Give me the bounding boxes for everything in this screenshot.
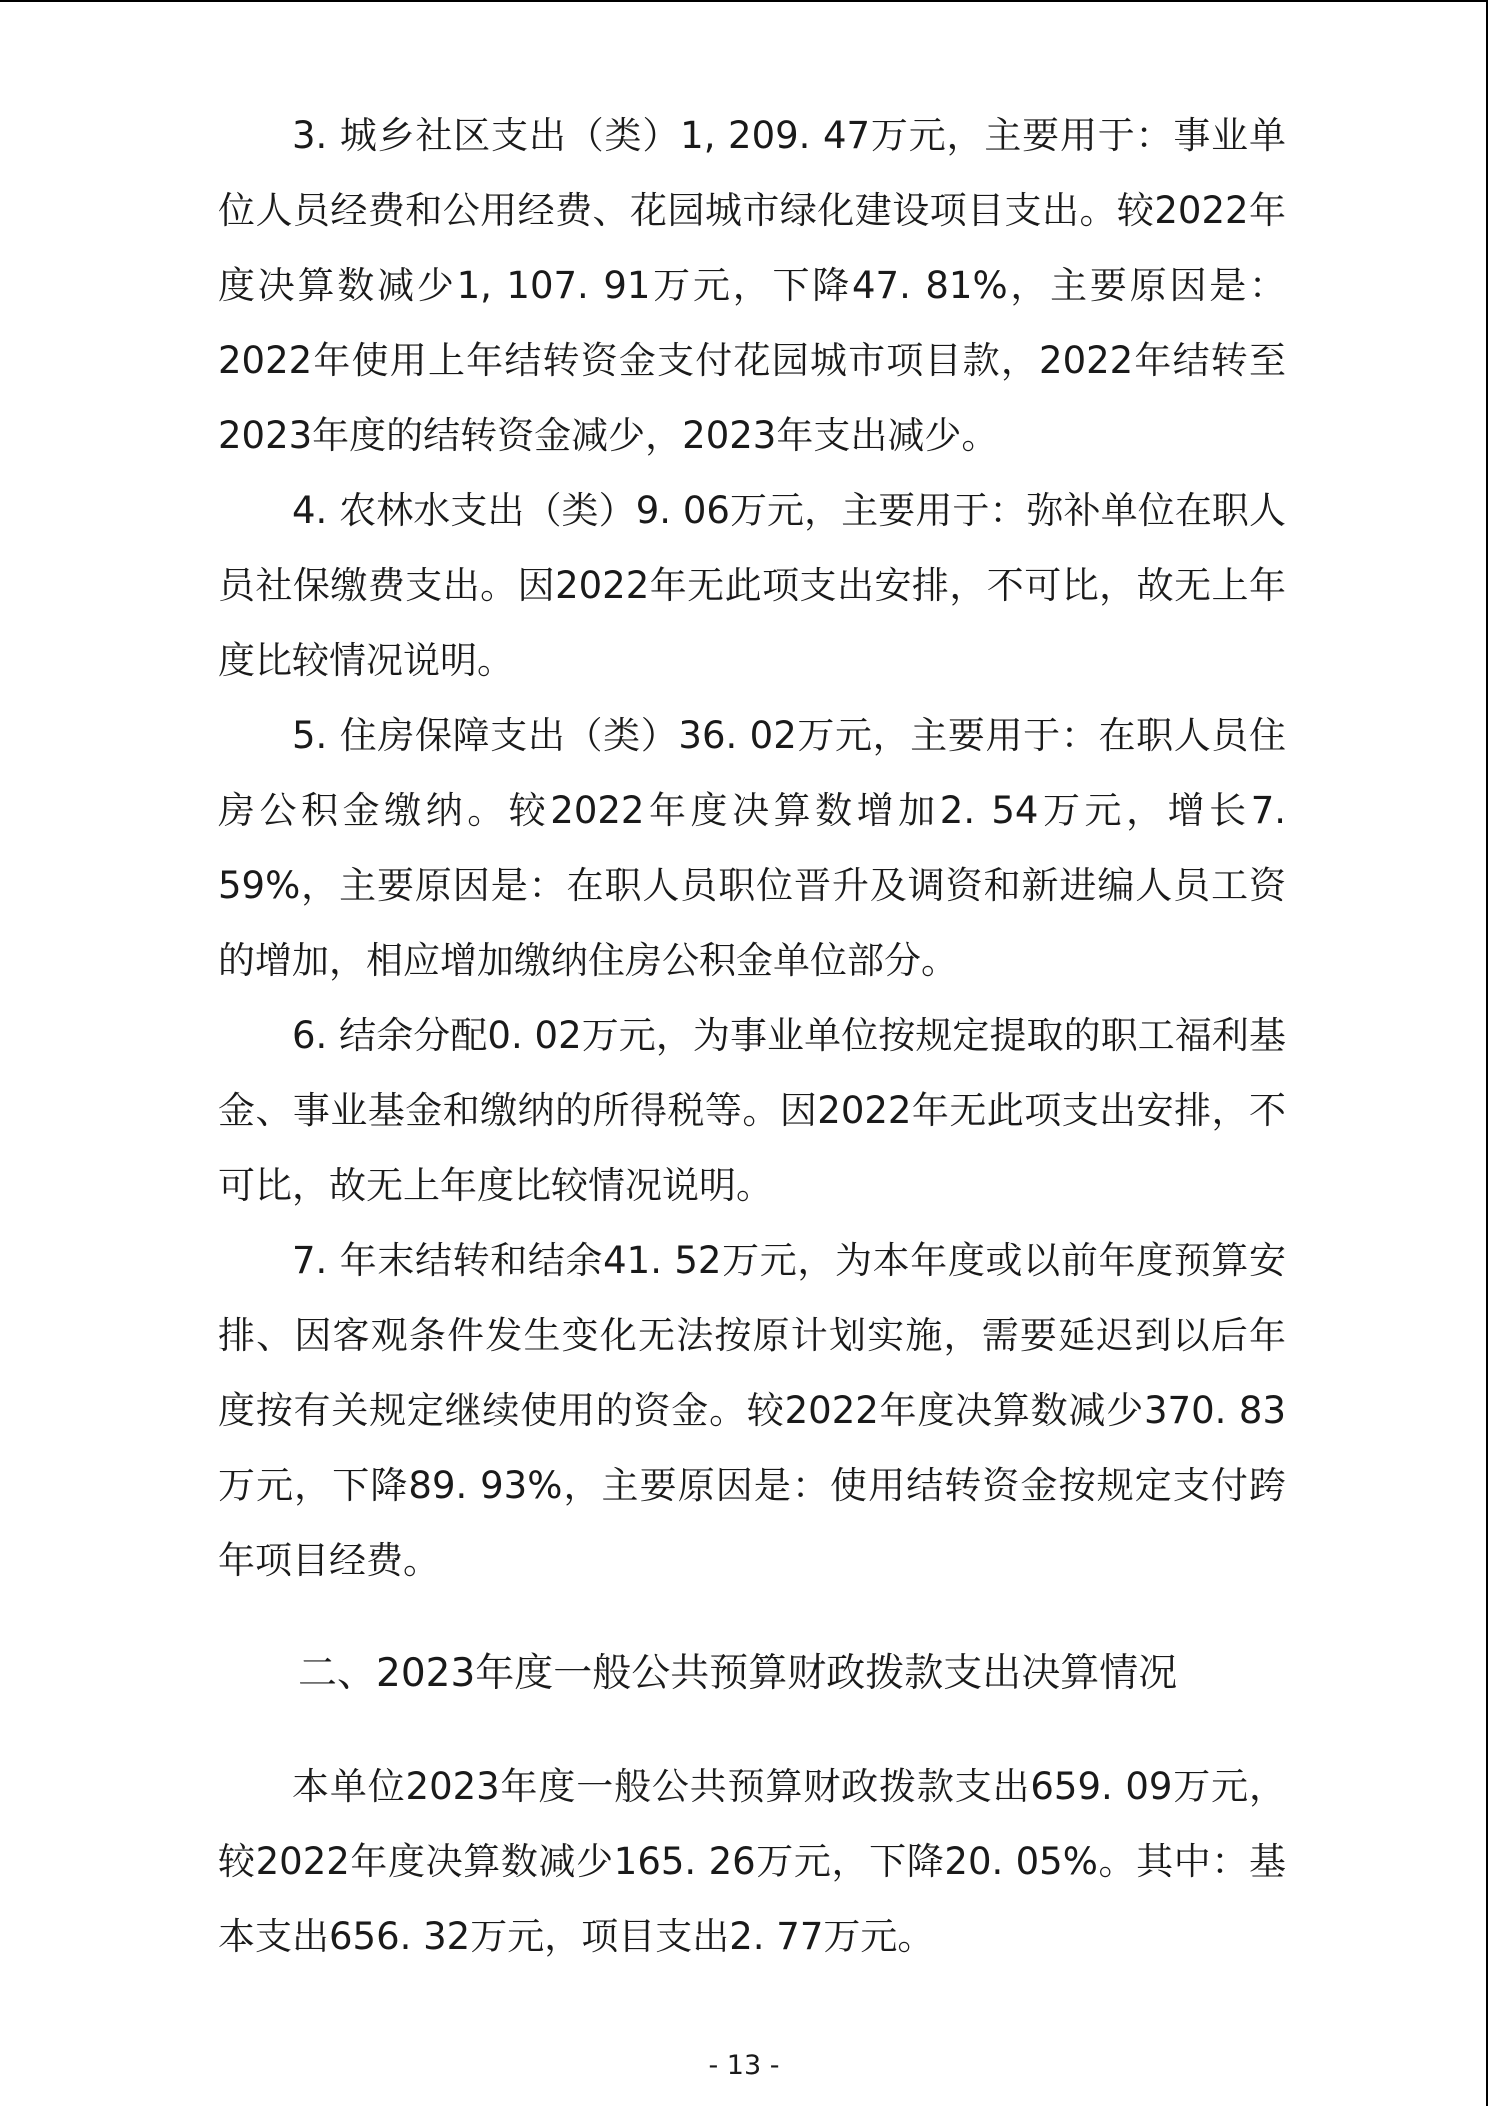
paragraph-general-budget-expenditure: 本单位2023年度一般公共预算财政拨款支出659. 09万元，较2022年度决算数减少165. 26万元，下降20. 05%。其中：基本支出656. 32万元，项目支出2. 77万元。 (218, 1765, 1286, 1958)
paragraph-housing-security: 5. 住房保障支出（类）36. 02万元，主要用于：在职人员住房公积金缴纳。较2022年度决算数增加2. 54万元，增长7. 59%，主要原因是：在职人员职位晋升及调资和新进编人员工资的增加，相应增加缴纳住房公积金单位部分。 (218, 714, 1286, 982)
section-heading: 二、2023年度一般公共预算财政拨款支出决算情况 (298, 1651, 1178, 1696)
page-number: - 13 - (708, 2050, 780, 2081)
paragraph-urban-rural-community: 3. 城乡社区支出（类）1, 209. 47万元，主要用于：事业单位人员经费和公用经费、花园城市绿化建设项目支出。较2022年度决算数减少1, 107. 91万元，下降47. 81%，主要原因是：2022年使用上年结转资金支付花园城市项目款，2022年结转至2023年度的结转资金减少，2023年支出减少。 (218, 114, 1286, 457)
paragraph-agriculture-forestry-water: 4. 农林水支出（类）9. 06万元，主要用于：弥补单位在职人员社保缴费支出。因2022年无此项支出安排，不可比，故无上年度比较情况说明。 (218, 489, 1286, 682)
paragraph-year-end-carryover: 7. 年末结转和结余41. 52万元，为本年度或以前年度预算安排、因客观条件发生变化无法按原计划实施，需要延迟到以后年度按有关规定继续使用的资金。较2022年度决算数减少370. 83万元，下降89. 93%，主要原因是：使用结转资金按规定支付跨年项目经费。 (218, 1239, 1286, 1582)
document-body (218, 98, 1286, 1974)
paragraph-surplus-distribution: 6. 结余分配0. 02万元，为事业单位按规定提取的职工福利基金、事业基金和缴纳的所得税等。因2022年无此项支出安排，不可比，故无上年度比较情况说明。 (218, 1014, 1286, 1207)
